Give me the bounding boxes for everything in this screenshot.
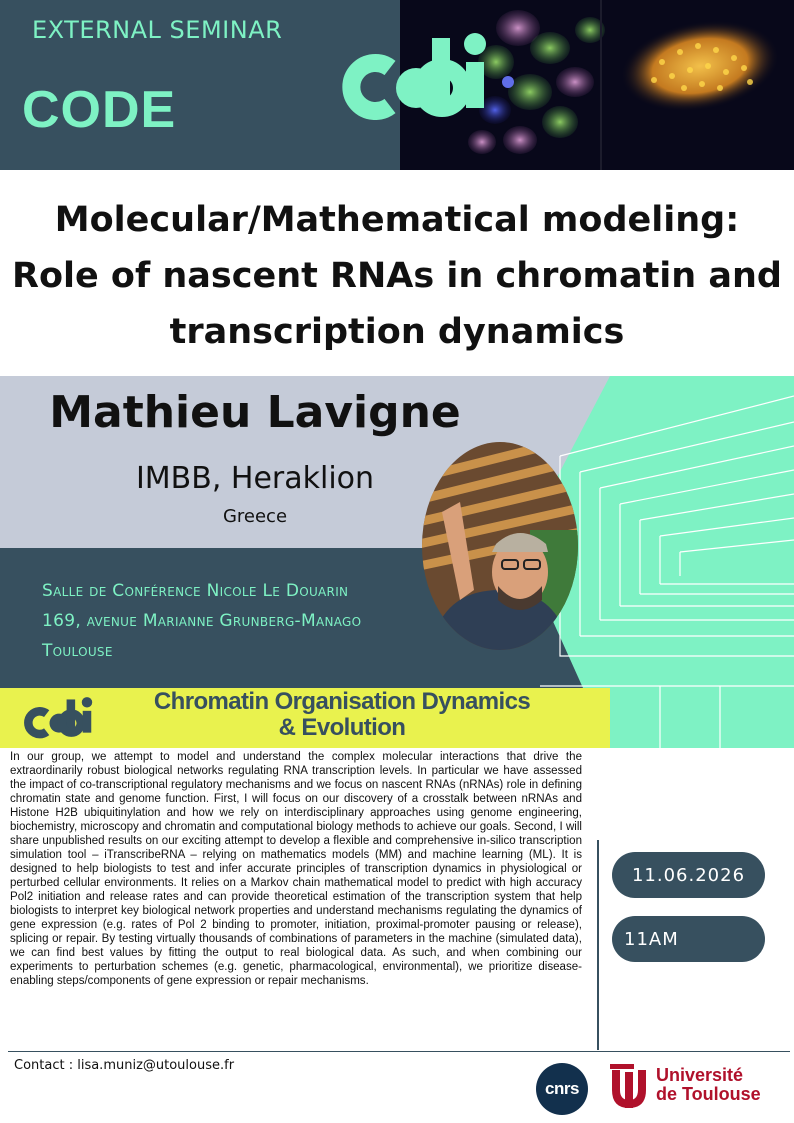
contact-email: Contact : lisa.muniz@utoulouse.fr [14, 1058, 235, 1073]
seminar-series-label: EXTERNAL SEMINAR [32, 16, 283, 44]
university-name-line: Université [656, 1065, 744, 1085]
venue-city: Toulouse [42, 641, 113, 661]
universite-toulouse-logo [610, 1064, 652, 1110]
speaker-photo [420, 440, 580, 652]
team-name-line: & Evolution [278, 714, 406, 741]
cbi-logo [338, 30, 494, 120]
team-cbi-logo [22, 694, 96, 740]
speaker-name: Mathieu Lavigne [49, 387, 461, 438]
event-time-badge: 11AM [612, 916, 765, 962]
divider [8, 1051, 790, 1052]
team-name-line: Chromatin Organisation Dynamics [153, 688, 531, 715]
speaker-country: Greece [222, 506, 288, 527]
speaker-institution: IMBB, Heraklion [135, 461, 375, 496]
talk-title [0, 192, 794, 360]
talk-title-line: Role of nascent RNAs in chromatin and [12, 256, 782, 296]
team-name [102, 689, 582, 741]
divider [597, 840, 599, 1050]
venue-room: Salle de Conférence Nicole Le Douarin [42, 581, 349, 601]
event-date-badge: 11.06.2026 [612, 852, 765, 898]
cnrs-logo: cnrs [536, 1063, 588, 1115]
universite-toulouse-name [656, 1066, 761, 1104]
venue-address: 169, avenue Marianne Grunberg-Manago [42, 611, 362, 631]
talk-title-line: Molecular/Mathematical modeling: [54, 200, 740, 240]
team-code-label: CODE [22, 81, 177, 139]
abstract-text: In our group, we attempt to model and understand the complex molecular interactions that drive the extraordinarily robust biological networks regulating RNA transcription levels. In particular we have assessed the impact of co-transcriptional regulatory mechanisms and we focus on nascent RNAs (nRNAs) role in defining chromatin state and genome function. First, I will focus on our discovery of a crosstalk between nRNAs and Histone H2B ubiquitinylation and how we rely on interdisciplinary approaches using genome engineering, biochemistry, microscopy and chromatin and computational biology methods to achieve our goals. Second, I will share unpublished results on our exciting attempt to develop a flexible and comprehensive in-silico transcription simulation tool – iTranscribeRNA – relying on mathematics models (MM) and machine learning (ML). It is designed to help biologists to test and infer accurate principles of transcription dynamics in physiological or perturbed cellular environments. It relies on a Markov chain mathematical model to predict with high accuracy Pol2 initiation and release rates and can provide theoretical estimation of the transcription system that help biologists to interpret key biological network properties and understand mechanisms regulating the dynamics of gene expression (e.g. rates of Pol 2 binding to promoter, initiation, proximal-promoter pausing or release), splicing or repair. By testing virtually thousands of combinations of parameters in the machine (simulated data), we can find best values by fitting the output to real biological data. As such, and when combining our experiments to perturbation schemes (e.g. genetic, pharmacological, environmental), we prioritize disease-enabling steps/components of gene expression or repair mechanisms. [10, 751, 582, 987]
talk-title-line: transcription dynamics [169, 312, 625, 352]
university-name-line: de Toulouse [656, 1084, 761, 1104]
